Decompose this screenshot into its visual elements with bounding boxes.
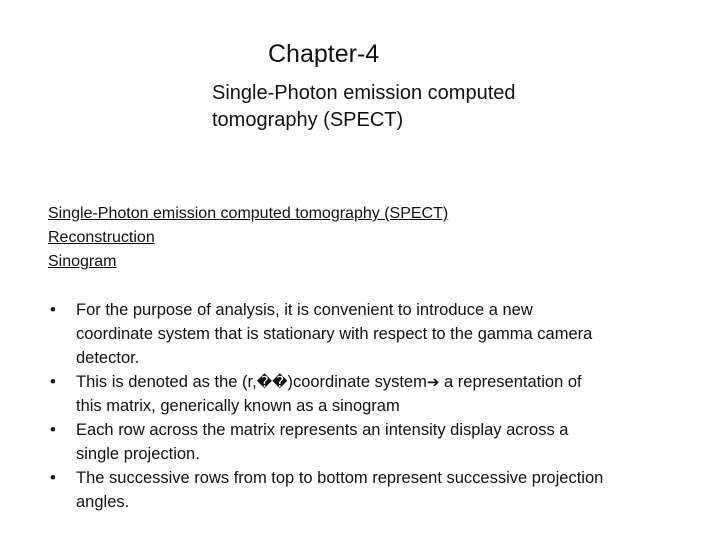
bullet-item	[50, 418, 610, 466]
bullet-marker: •	[50, 469, 56, 487]
bullet-text-end: a representation of this matrix, generically known as a sinogram	[76, 373, 582, 415]
link-list	[48, 202, 448, 274]
arrow-right-icon: ➔	[426, 373, 440, 391]
bullet-marker: •	[50, 421, 56, 439]
bullet-text-start: This is denoted as the (r,	[76, 373, 257, 391]
bullet-list	[50, 298, 610, 514]
bullet-marker: •	[50, 301, 56, 319]
bullet-text: The successive rows from top to bottom represent successive projection angles.	[76, 469, 604, 511]
slide-subtitle: Single-Photon emission computed tomography (SPECT)	[212, 82, 516, 131]
bullet-text: Each row across the matrix represents an intensity display across a single projection.	[76, 421, 569, 463]
bullet-text: For the purpose of analysis, it is convenient to introduce a new coordinate system that is stationary with respect to the gamma camera detector.	[76, 301, 593, 367]
link-spect[interactable]: Single-Photon emission computed tomography (SPECT)	[48, 205, 449, 222]
bullet-item	[50, 298, 610, 370]
replacement-glyphs: ��	[256, 373, 288, 391]
bullet-marker: •	[50, 373, 56, 391]
chapter-title: Chapter-4	[268, 40, 380, 68]
link-reconstruction[interactable]: Reconstruction	[48, 229, 155, 246]
link-sinogram[interactable]: Sinogram	[48, 253, 117, 270]
bullet-item	[50, 370, 610, 418]
bullet-item	[50, 466, 610, 514]
bullet-text-middle: )coordinate system	[287, 373, 427, 391]
